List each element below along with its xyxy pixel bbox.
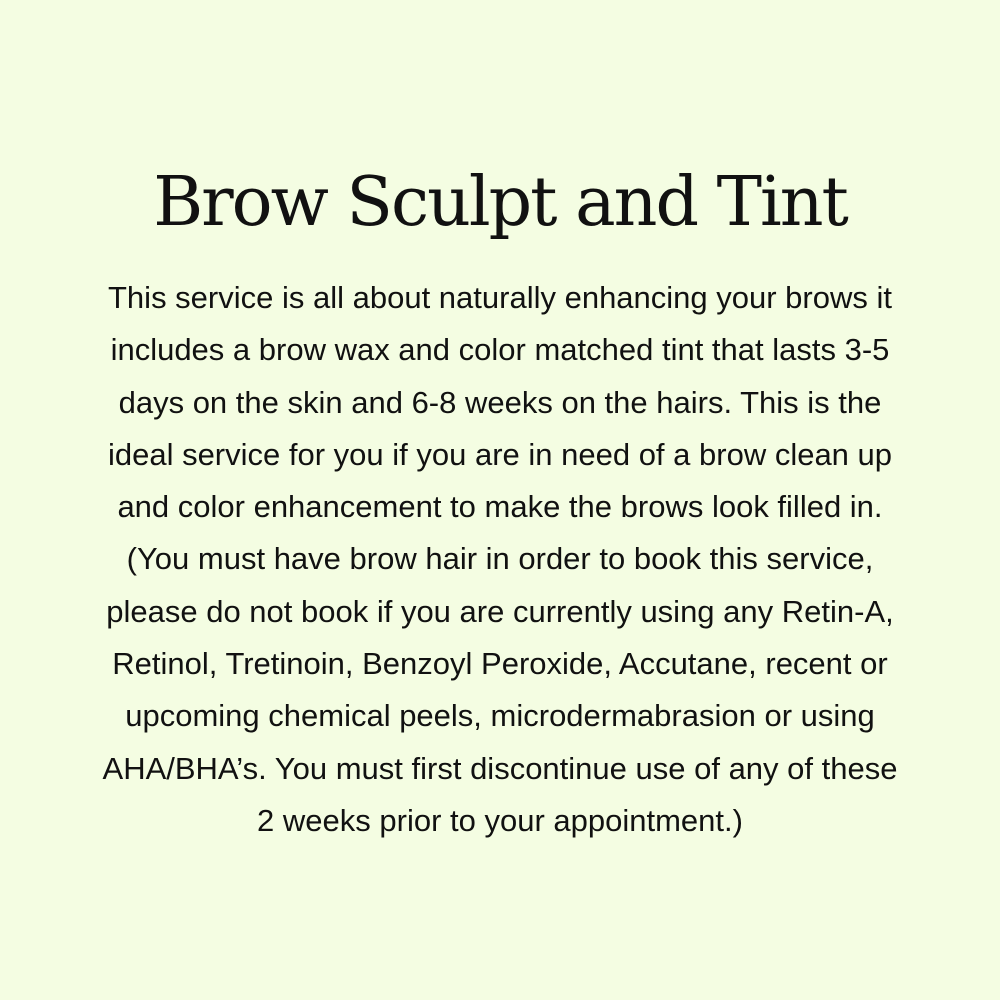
description-line: 2 weeks prior to your appointment.) xyxy=(257,802,743,838)
description-line: This service is all about naturally enhancing your brows it xyxy=(108,280,892,315)
description-line: please do not book if you are currently using any Retin-A, xyxy=(106,593,894,629)
description-line: includes a brow wax and color matched tint that lasts 3-5 xyxy=(110,332,890,368)
service-title: Brow Sculpt and Tint xyxy=(153,163,847,242)
description-line: ideal service for you if you are in need of a brow clean up xyxy=(107,436,893,472)
description-line: and color enhancement to make the brows look filled in. xyxy=(117,489,883,525)
description-line: Retinol, Tretinoin, Benzoyl Peroxide, Accutane, recent or xyxy=(112,646,888,682)
description-line: (You must have brow hair in order to book this service, xyxy=(126,541,874,577)
description-line: AHA/BHA’s. You must first discontinue use of any of these xyxy=(102,750,898,786)
description-line: upcoming chemical peels, microdermabrasion or using xyxy=(125,698,875,734)
description-line: days on the skin and 6-8 weeks on the hairs. This is the xyxy=(118,384,882,420)
service-description xyxy=(40,272,960,847)
